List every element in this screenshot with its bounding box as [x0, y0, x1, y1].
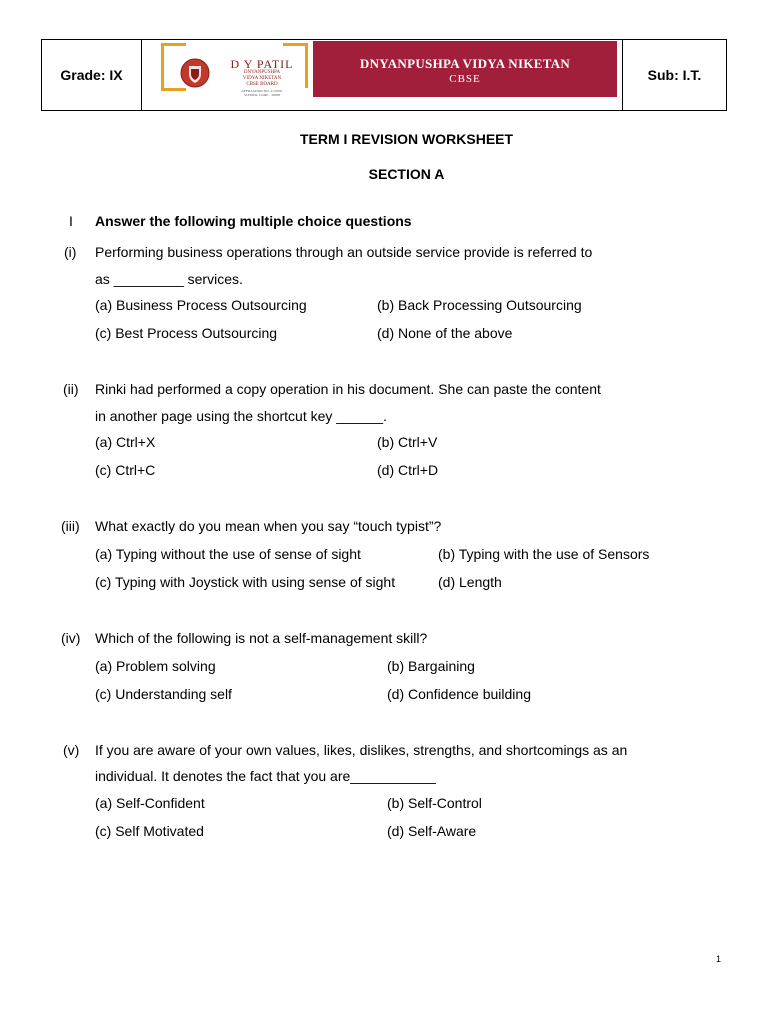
- question-number: (ii): [63, 381, 79, 397]
- option-b: (b) Back Processing Outsourcing: [377, 297, 582, 313]
- option-d: (d) Confidence building: [387, 686, 531, 702]
- option-d: (d) None of the above: [377, 325, 513, 341]
- question-number: (i): [64, 244, 77, 260]
- worksheet-title: TERM I REVISION WORKSHEET: [299, 131, 514, 147]
- logo-sub-line: VIDYA NIKETAN: [242, 76, 282, 81]
- logo-subtext: [217, 70, 307, 88]
- option-c: (c) Understanding self: [95, 686, 232, 702]
- logo-cell: [142, 40, 623, 110]
- subject-cell: [623, 40, 726, 110]
- option-a: (a) Typing without the use of sense of sight: [95, 546, 361, 562]
- logo-fine-line: AFFILIATION NO. 1131891: [241, 89, 283, 93]
- option-b: (b) Typing with the use of Sensors: [438, 546, 650, 562]
- option-a: (a) Problem solving: [95, 658, 216, 674]
- option-b: (b) Bargaining: [387, 658, 475, 674]
- question-number: (v): [63, 742, 80, 758]
- question-number: (iv): [61, 630, 81, 646]
- option-a: (a) Business Process Outsourcing: [95, 297, 307, 313]
- school-logo: [153, 41, 311, 97]
- question-text: If you are aware of your own values, likes, dislikes, strengths, and shortcomings as an: [95, 742, 628, 758]
- option-c: (c) Ctrl+C: [95, 462, 156, 478]
- question-text: Rinki had performed a copy operation in his document. She can paste the content: [95, 381, 601, 397]
- question-text: individual. It denotes the fact that you are___________: [95, 768, 436, 784]
- part-instruction: Answer the following multiple choice questions: [95, 213, 412, 229]
- option-b: (b) Ctrl+V: [377, 434, 438, 450]
- question-number: (iii): [61, 518, 80, 534]
- grade-label: Grade: IX: [60, 67, 123, 83]
- header-table: [41, 39, 727, 111]
- logo-sub-line: CBSE BOARD: [246, 82, 278, 87]
- page-number: 1: [716, 954, 722, 964]
- banner-title: DNYANPUSHPA VIDYA NIKETAN: [359, 56, 571, 71]
- question-text: Which of the following is not a self-management skill?: [95, 630, 428, 646]
- logo-finetext: [217, 89, 307, 97]
- option-c: (c) Best Process Outsourcing: [95, 325, 278, 341]
- option-d: (d) Ctrl+D: [377, 462, 439, 478]
- question-text: in another page using the shortcut key ______.: [95, 408, 387, 424]
- option-c: (c) Typing with Joystick with using sense of sight: [95, 574, 396, 590]
- part-number: I: [69, 213, 73, 229]
- option-d: (d) Self-Aware: [387, 823, 477, 839]
- shield-emblem-icon: [180, 58, 210, 88]
- question-text: Performing business operations through an outside service provide is referred to: [95, 244, 593, 260]
- option-a: (a) Self-Confident: [95, 795, 205, 811]
- question-text: What exactly do you mean when you say “touch typist”?: [95, 518, 442, 534]
- banner-subtitle: CBSE: [449, 73, 481, 85]
- grade-cell: [42, 40, 142, 110]
- school-banner: [313, 41, 617, 97]
- logo-sub-line: DNYANPUSHPA: [243, 70, 281, 75]
- option-b: (b) Self-Control: [387, 795, 482, 811]
- option-a: (a) Ctrl+X: [95, 434, 156, 450]
- section-title: SECTION A: [368, 166, 445, 182]
- question-text: as _________ services.: [95, 271, 243, 287]
- subject-label: Sub: I.T.: [647, 67, 702, 83]
- option-d: (d) Length: [438, 574, 502, 590]
- logo-name: D Y PATIL: [230, 57, 294, 71]
- logo-fine-line: SCHOOL CODE - 30958: [244, 93, 280, 97]
- option-c: (c) Self Motivated: [95, 823, 204, 839]
